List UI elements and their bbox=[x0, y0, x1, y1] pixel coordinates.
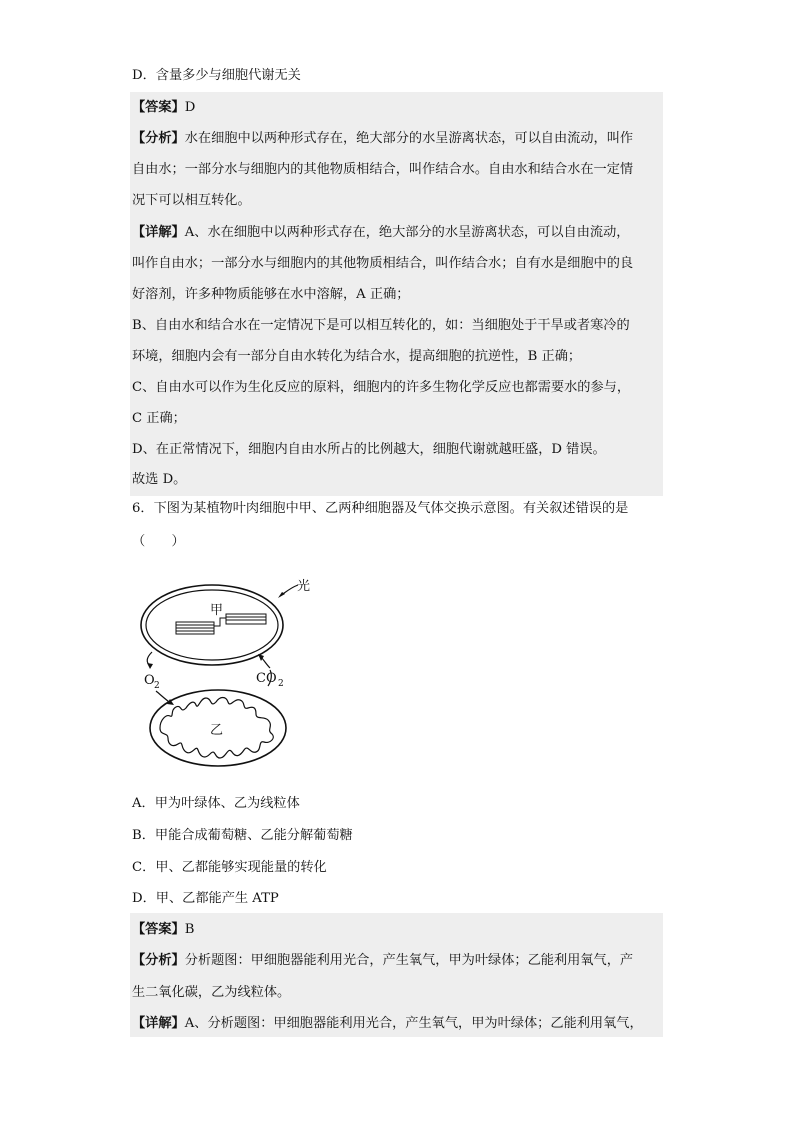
option-d: D．甲、乙都能产生 ATP bbox=[132, 891, 279, 906]
analysis-text: 况下可以相互转化。 bbox=[132, 193, 251, 208]
detail-label: 【详解】 bbox=[132, 1016, 185, 1031]
analysis-label: 【分析】 bbox=[132, 953, 185, 968]
label-yi: 乙 bbox=[210, 723, 224, 738]
label-o2-sub: 2 bbox=[154, 681, 160, 691]
answer-line bbox=[132, 98, 662, 118]
analysis-line bbox=[132, 129, 662, 149]
detail-text: 故选 D。 bbox=[132, 472, 187, 487]
organelle-diagram bbox=[140, 568, 320, 778]
answer-value: D bbox=[184, 100, 196, 115]
label-jia: 甲 bbox=[210, 603, 224, 618]
answer-label: 【答案】 bbox=[132, 100, 185, 115]
answer-parentheses: （ ） bbox=[132, 534, 185, 549]
detail-text: B、自由水和结合水在一定情况下是可以相互转化的，如：当细胞处于干旱或者寒冷的 bbox=[132, 318, 630, 333]
detail-label: 【详解】 bbox=[132, 225, 185, 240]
option-d-text: D．含量多少与细胞代谢无关 bbox=[132, 68, 301, 83]
detail-line bbox=[132, 1014, 662, 1034]
analysis-text: 分析题图：甲细胞器能利用光合，产生氧气，甲为叶绿体；乙能利用氧气，产 bbox=[184, 953, 634, 968]
answer-line bbox=[132, 920, 662, 940]
label-light: 光 bbox=[297, 579, 311, 594]
option-b: B．甲能合成葡萄糖、乙能分解葡萄糖 bbox=[132, 828, 353, 843]
detail-text: 环境，细胞内会有一部分自由水转化为结合水，提高细胞的抗逆性，B 正确； bbox=[132, 349, 582, 364]
option-c: C．甲、乙都能够实现能量的转化 bbox=[132, 860, 327, 875]
analysis-text: 自由水；一部分水与细胞内的其他物质相结合，叫作结合水。自由水和结合水在一定情 bbox=[132, 162, 634, 177]
detail-text: A、分析题图：甲细胞器能利用光合，产生氧气，甲为叶绿体；乙能利用氧气， bbox=[184, 1016, 643, 1031]
detail-text: C、自由水可以作为生化反应的原料，细胞内的许多生物化学反应也都需要水的参与， bbox=[132, 380, 631, 395]
answer-value: B bbox=[184, 922, 195, 937]
analysis-text: 水在细胞中以两种形式存在，绝大部分的水呈游离状态，可以自由流动，叫作 bbox=[184, 131, 634, 146]
question-stem: 6．下图为某植物叶肉细胞中甲、乙两种细胞器及气体交换示意图。有关叙述错误的是 bbox=[132, 501, 629, 516]
detail-text: D、在正常情况下，细胞内自由水所占的比例越大，细胞代谢就越旺盛，D 错误。 bbox=[132, 442, 606, 457]
analysis-line bbox=[132, 951, 662, 971]
detail-text: 叫作自由水；一部分水与细胞内的其他物质相结合，叫作结合水；自有水是细胞中的良 bbox=[132, 256, 634, 271]
detail-text: A、水在细胞中以两种形式存在，绝大部分的水呈游离状态，可以自由流动， bbox=[184, 225, 630, 240]
option-a: A．甲为叶绿体、乙为线粒体 bbox=[132, 796, 300, 811]
analysis-label: 【分析】 bbox=[132, 131, 185, 146]
detail-text: C 正确； bbox=[132, 411, 186, 426]
answer-label: 【答案】 bbox=[132, 922, 185, 937]
label-co2-sub: 2 bbox=[278, 679, 284, 689]
label-co2: CO bbox=[256, 671, 277, 686]
detail-text: 好溶剂，许多种物质能够在水中溶解，A 正确； bbox=[132, 287, 410, 302]
analysis-text: 生二氧化碳，乙为线粒体。 bbox=[132, 985, 291, 1000]
label-o2: O bbox=[144, 673, 155, 688]
detail-line bbox=[132, 223, 662, 243]
